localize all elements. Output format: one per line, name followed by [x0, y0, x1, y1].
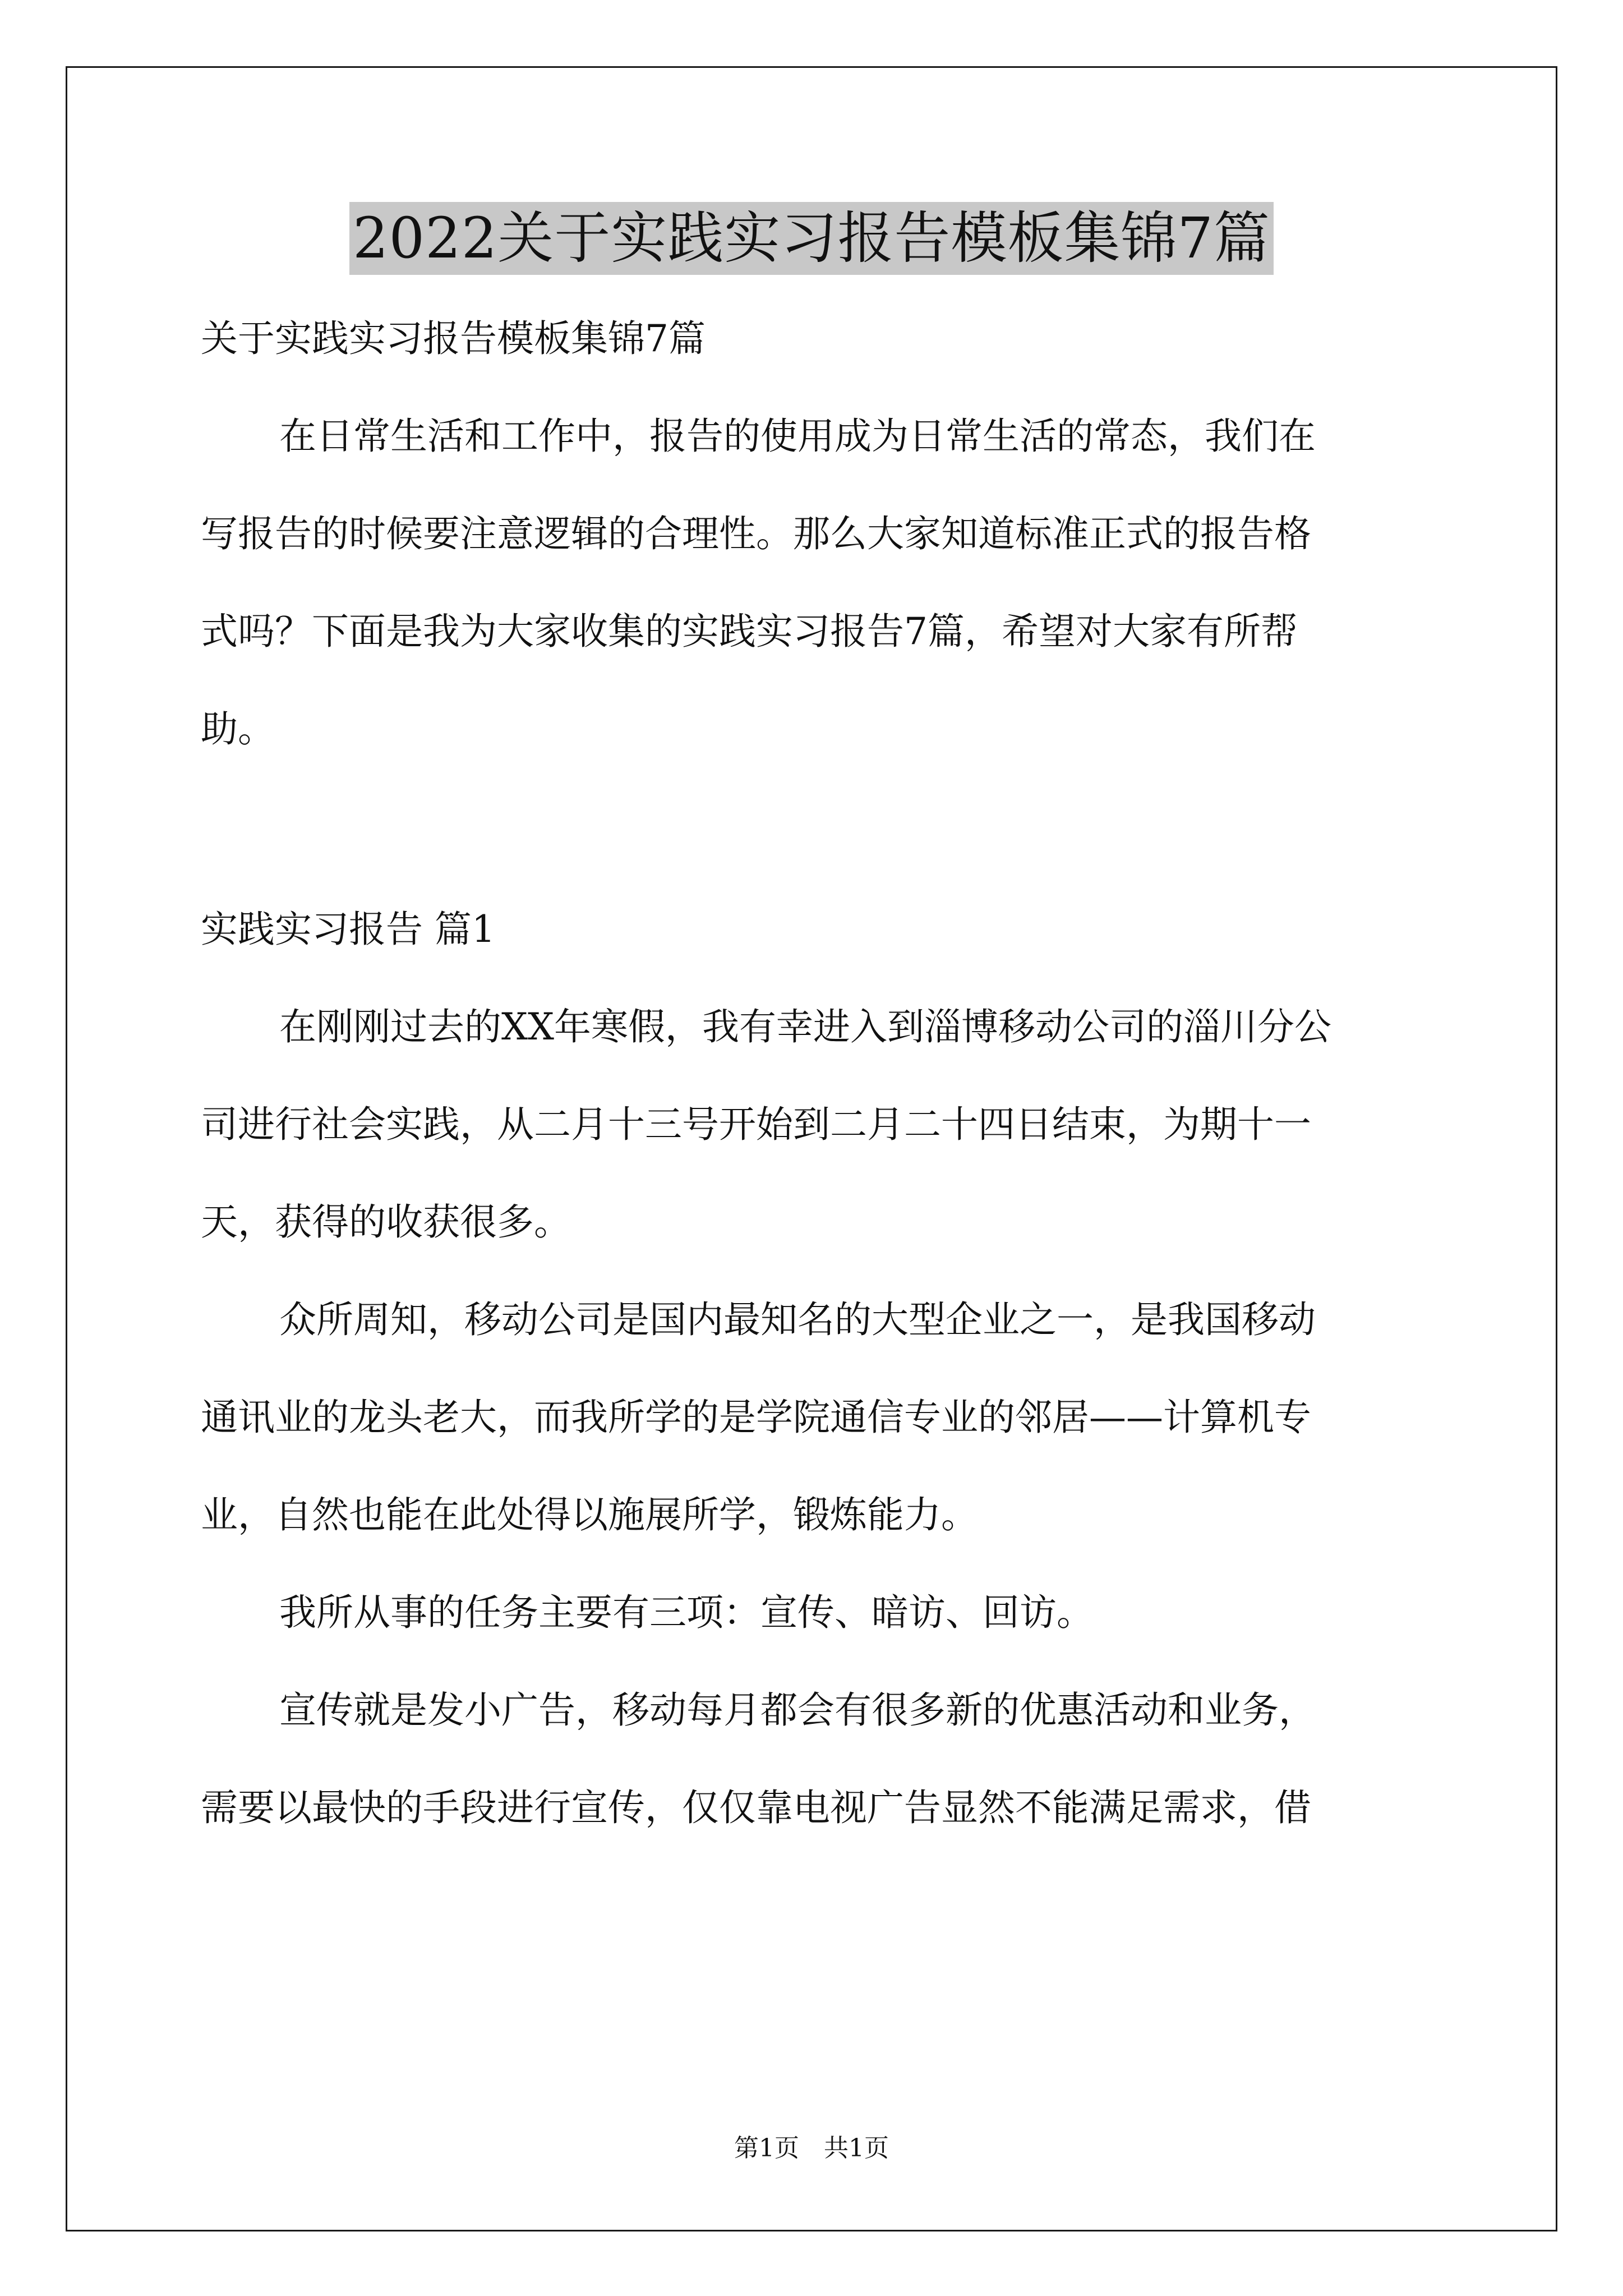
- body-paragraph-4: [201, 1686, 1429, 1832]
- body-paragraph-1: [201, 1002, 1429, 1246]
- body-paragraph-2: [201, 1295, 1429, 1539]
- paragraph-line: 在刚刚过去的XX年寒假，我有幸进入到淄博移动公司的淄川分公: [279, 1005, 1331, 1048]
- section-heading: 实践实习报告 篇1: [201, 908, 495, 951]
- paragraph-line: 写报告的时候要注意逻辑的合理性。那么大家知道标准正式的报告格: [201, 512, 1311, 555]
- page-footer: 第1页 共1页: [734, 2134, 889, 2162]
- title-container: [0, 202, 1623, 275]
- paragraph-line: 在日常生活和工作中，报告的使用成为日常生活的常态，我们在: [279, 415, 1316, 458]
- paragraph-line: 需要以最快的手段进行宣传，仅仅靠电视广告显然不能满足需求，借: [201, 1786, 1311, 1829]
- intro-paragraph: [201, 412, 1429, 753]
- paragraph-line: 司进行社会实践，从二月十三号开始到二月二十四日结束，为期十一: [201, 1103, 1311, 1146]
- paragraph-line: 众所周知，移动公司是国内最知名的大型企业之一，是我国移动: [279, 1298, 1316, 1341]
- body-paragraph-3: [201, 1588, 1429, 1637]
- paragraph-line: 业，自然也能在此处得以施展所学，锻炼能力。: [201, 1493, 978, 1536]
- paragraph-line: 天，获得的收获很多。: [201, 1200, 571, 1244]
- paragraph-line: 通讯业的龙头老大，而我所学的是学院通信专业的邻居——计算机专: [201, 1396, 1311, 1439]
- paragraph-line: 式吗？下面是我为大家收集的实践实习报告7篇，希望对大家有所帮: [201, 610, 1298, 653]
- document-subtitle: 关于实践实习报告模板集锦7篇: [201, 317, 706, 360]
- paragraph-line: 宣传就是发小广告，移动每月都会有很多新的优惠活动和业务，: [279, 1688, 1316, 1732]
- document-title: 2022关于实践实习报告模板集锦7篇: [349, 202, 1274, 275]
- paragraph-line: 助。: [201, 707, 275, 751]
- paragraph-line: 我所从事的任务主要有三项：宣传、暗访、回访。: [279, 1591, 1094, 1634]
- document-body: [201, 314, 1429, 1832]
